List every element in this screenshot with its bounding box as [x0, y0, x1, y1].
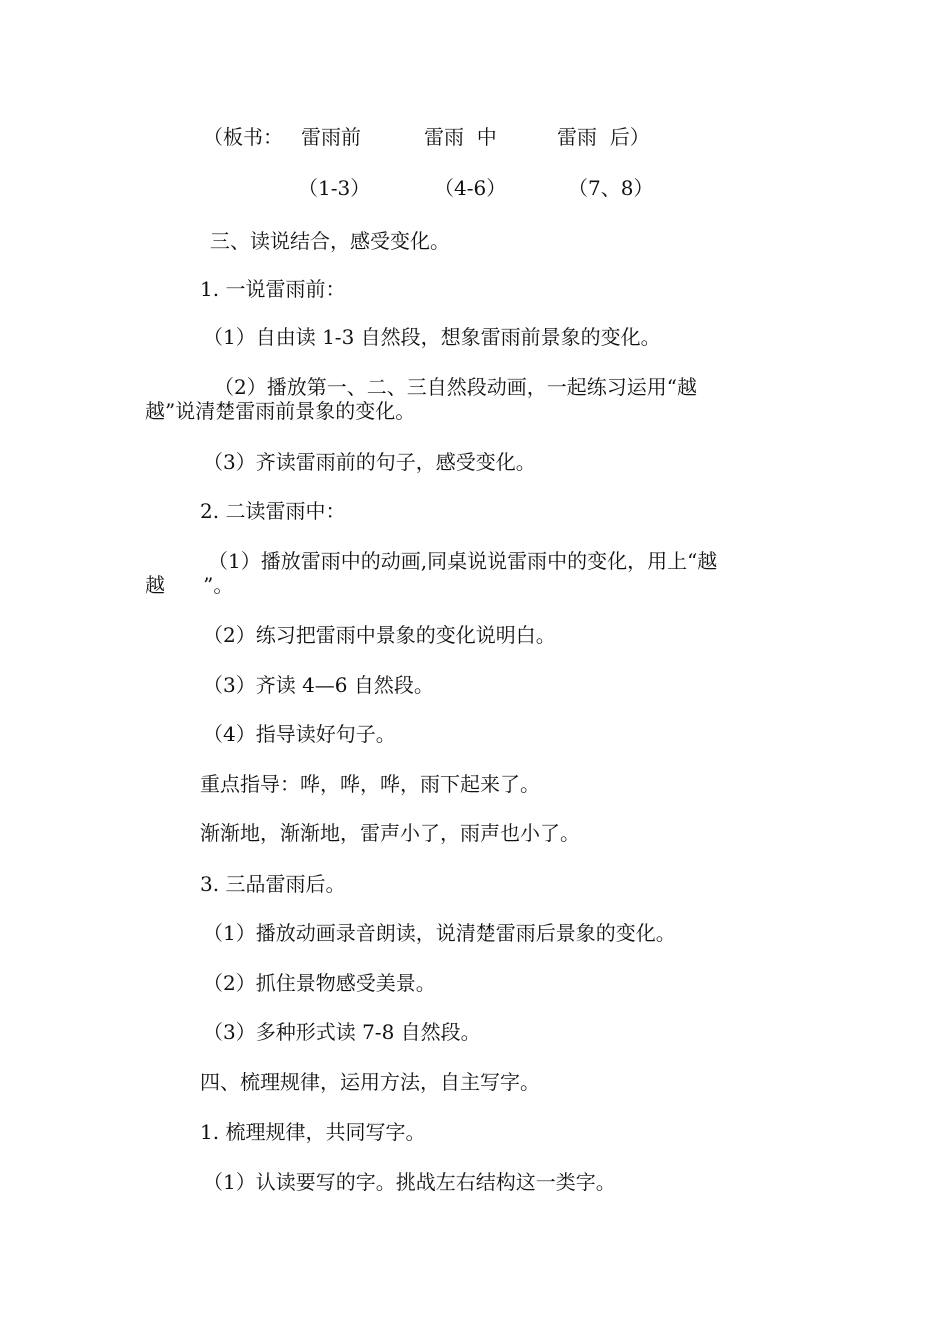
- part-title: 3. 三品雷雨后。: [200, 872, 346, 896]
- board-range-after: （7、8）: [568, 176, 654, 200]
- focus-line: 重点指导：哗，哗，哗，雨下起来了。: [200, 772, 540, 796]
- list-item: （2）练习把雷雨中景象的变化说明白。: [203, 623, 556, 647]
- section-heading: 四、梳理规律，运用方法，自主写字。: [200, 1070, 540, 1094]
- list-item-line: 越”说清楚雷雨前景象的变化。: [145, 399, 416, 423]
- part-title: 1. 一说雷雨前：: [200, 277, 346, 301]
- board-range-before: （1-3）: [298, 176, 371, 200]
- section-heading: 三、读说结合，感受变化。: [210, 229, 450, 253]
- list-item: （2）抓住景物感受美景。: [203, 971, 436, 995]
- list-item: （3）齐读 4—6 自然段。: [203, 673, 434, 697]
- list-item-line: （2）播放第一、二、三自然段动画，一起练习运用“越: [214, 375, 697, 399]
- part-title: 2. 二读雷雨中：: [200, 499, 346, 523]
- list-item: （3）多种形式读 7-8 自然段。: [203, 1020, 481, 1044]
- board-after: 雷雨 后）: [557, 125, 650, 149]
- part-title: 1. 梳理规律，共同写字。: [200, 1120, 426, 1144]
- list-item: （1）播放动画录音朗读，说清楚雷雨后景象的变化。: [203, 921, 676, 945]
- board-before: 雷雨前: [301, 125, 361, 149]
- list-item-line: （1）播放雷雨中的动画,同桌说说雷雨中的变化，用上“越: [208, 549, 718, 573]
- board-during: 雷雨 中: [424, 125, 497, 149]
- focus-line: 渐渐地，渐渐地，雷声小了，雨声也小了。: [200, 821, 580, 845]
- list-item-line: 越 ”。: [145, 573, 234, 597]
- list-item: （1）认读要写的字。挑战左右结构这一类字。: [203, 1170, 616, 1194]
- board-range-during: （4-6）: [434, 176, 507, 200]
- board-open-label: （板书：: [203, 125, 283, 149]
- list-item: （1）自由读 1-3 自然段，想象雷雨前景象的变化。: [203, 325, 661, 349]
- list-item: （4）指导读好句子。: [203, 722, 396, 746]
- list-item: （3）齐读雷雨前的句子，感受变化。: [203, 450, 536, 474]
